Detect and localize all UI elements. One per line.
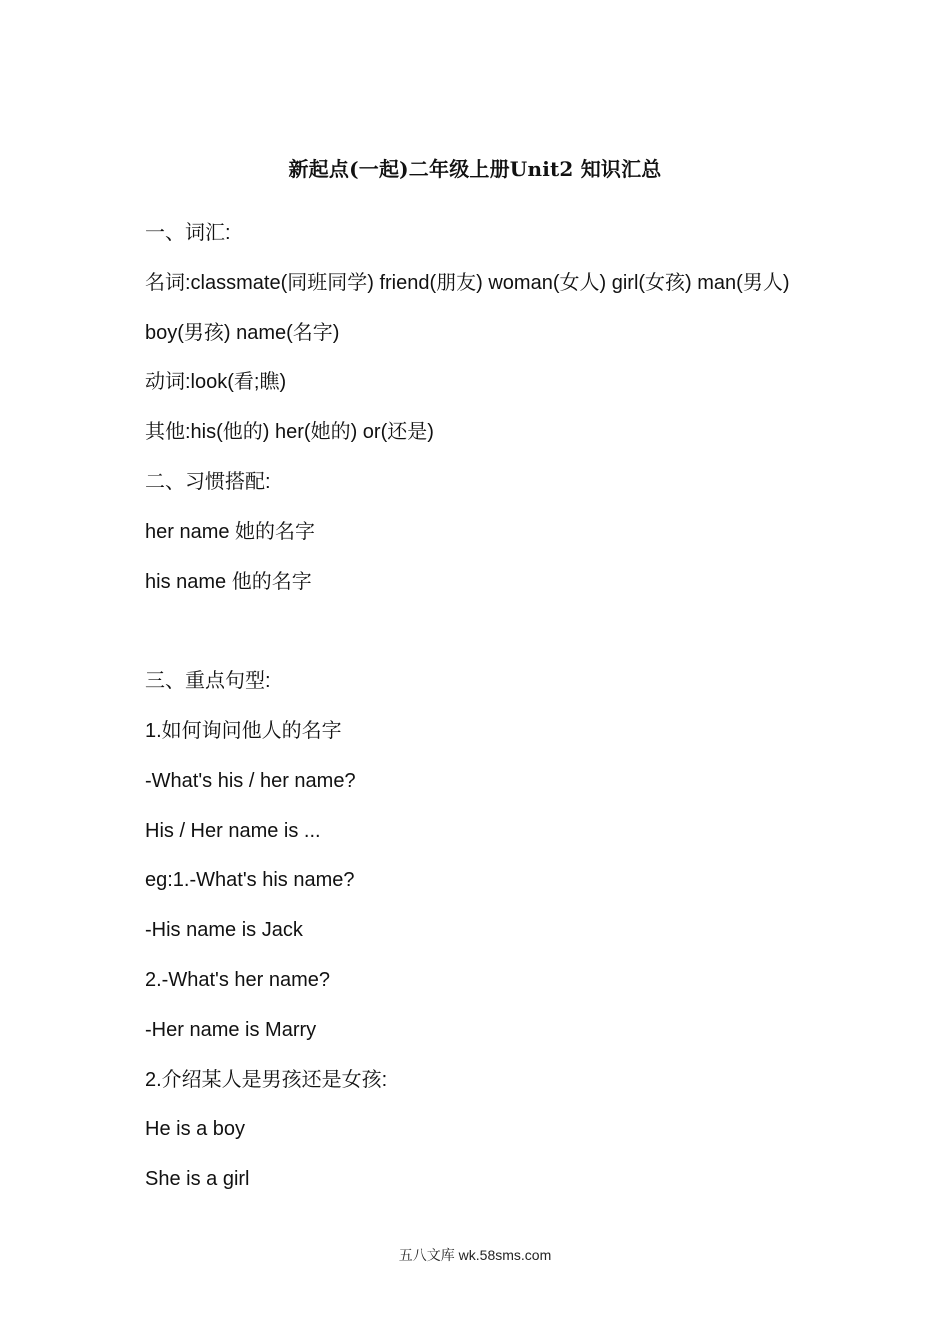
example-line: -Her name is Marry: [145, 1018, 317, 1041]
vocabulary-others: 其他:his(他的) her(她的) or(还是): [145, 421, 434, 444]
example-line: -His name is Jack: [145, 919, 303, 942]
footer-source: 五八文库 wk.58sms.com: [398, 1247, 552, 1263]
example-line: 2.-What's her name?: [145, 968, 331, 991]
document-title: 新起点(一起)二年级上册Unit2 知识汇总: [288, 157, 662, 181]
section-heading-key-sentences: 三、重点句型:: [145, 670, 271, 693]
sentence-line: She is a girl: [145, 1168, 250, 1191]
sentence-topic: 1.如何询问他人的名字: [145, 719, 342, 742]
sentence-line: He is a boy: [145, 1118, 246, 1141]
section-heading-vocabulary: 一、词汇:: [145, 222, 231, 244]
sentence-line: -What's his / her name?: [145, 769, 356, 792]
section-heading-collocations: 二、习惯搭配:: [145, 470, 271, 493]
sentence-line: His / Her name is ...: [145, 819, 321, 842]
blank-line: [145, 607, 815, 657]
vocabulary-verbs: 动词:look(看;瞧): [145, 371, 287, 394]
document-body: [145, 209, 815, 1205]
collocation-item: her name 她的名字: [145, 520, 316, 543]
example-line: eg:1.-What's his name?: [145, 869, 355, 892]
collocation-item: his name 他的名字: [145, 570, 312, 593]
vocabulary-nouns: 名词:classmate(同班同学) friend(朋友) woman(女人) girl(女孩) man(男人) boy(男孩) name(名字): [145, 271, 790, 344]
sentence-topic: 2.介绍某人是男孩还是女孩:: [145, 1068, 388, 1091]
